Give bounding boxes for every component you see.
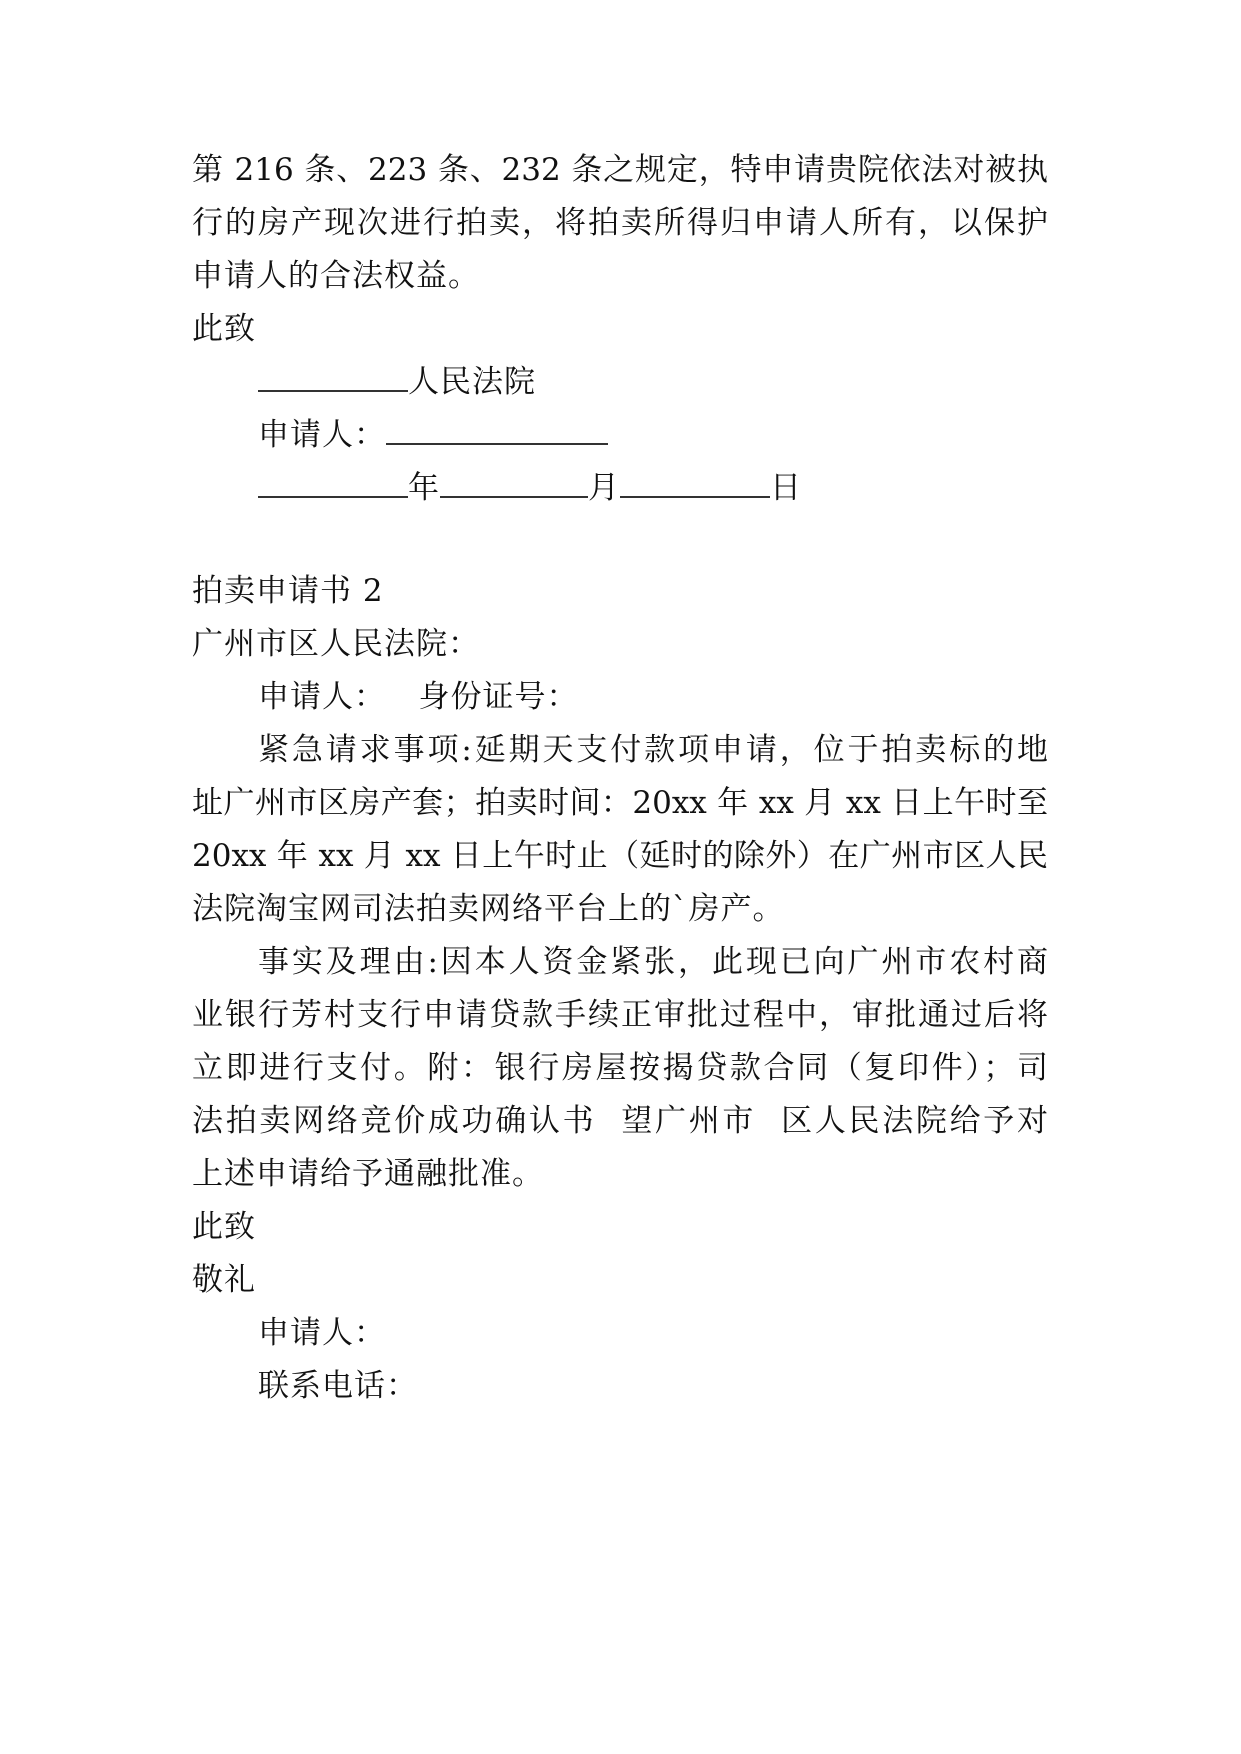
regards: 敬礼 (192, 1262, 256, 1298)
paragraph-line: 紧急请求事项:延期天支付款项申请，位于拍卖标的地 (258, 732, 1048, 768)
court-blank (258, 364, 408, 392)
addressee: 广州市区人民法院： (192, 626, 480, 662)
paragraph-line: 行的房产现次进行拍卖，将拍卖所得归申请人所有，以保护 (192, 205, 1048, 241)
paragraph-line: 第 216 条、223 条、232 条之规定，特申请贵院依法对被执 (192, 152, 1048, 188)
paragraph-line: 事实及理由:因本人资金紧张，此现已向广州市农村商 (258, 944, 1048, 980)
applicant-blank (386, 417, 608, 445)
court-line (258, 362, 536, 402)
paragraph-line: 法院淘宝网司法拍卖网络平台上的`房产。 (192, 891, 785, 927)
date-line (258, 468, 802, 508)
applicant-label: 申请人： (258, 417, 386, 453)
salutation: 此致 (192, 311, 256, 347)
salutation: 此致 (192, 1209, 256, 1245)
day-label: 日 (770, 470, 802, 506)
paragraph-line: 业银行芳村支行申请贷款手续正审批过程中，审批通过后将 (192, 997, 1048, 1033)
paragraph-line: 法拍卖网络竞价成功确认书 望广州市 区人民法院给予对 (192, 1103, 1048, 1139)
paragraph-line: 立即进行支付。附：银行房屋按揭贷款合同（复印件）；司 (192, 1050, 1048, 1086)
court-label: 人民法院 (408, 364, 536, 400)
section-title: 拍卖申请书 2 (192, 573, 384, 609)
paragraph-line: 址广州市区房产套；拍卖时间：20xx 年 xx 月 xx 日上午时至 (192, 785, 1048, 821)
day-blank (620, 470, 770, 498)
paragraph-line: 申请人的合法权益。 (192, 258, 480, 294)
applicant-line (258, 415, 608, 455)
applicant-id-line: 申请人： 身份证号： (258, 679, 579, 715)
month-label: 月 (588, 470, 620, 506)
month-blank (440, 470, 588, 498)
phone-label: 联系电话： (258, 1368, 418, 1404)
paragraph-line: 上述申请给予通融批准。 (192, 1156, 544, 1192)
year-label: 年 (408, 470, 440, 506)
applicant-signature: 申请人： (258, 1315, 386, 1351)
year-blank (258, 470, 408, 498)
paragraph-line: 20xx 年 xx 月 xx 日上午时止（延时的除外）在广州市区人民 (192, 838, 1048, 874)
